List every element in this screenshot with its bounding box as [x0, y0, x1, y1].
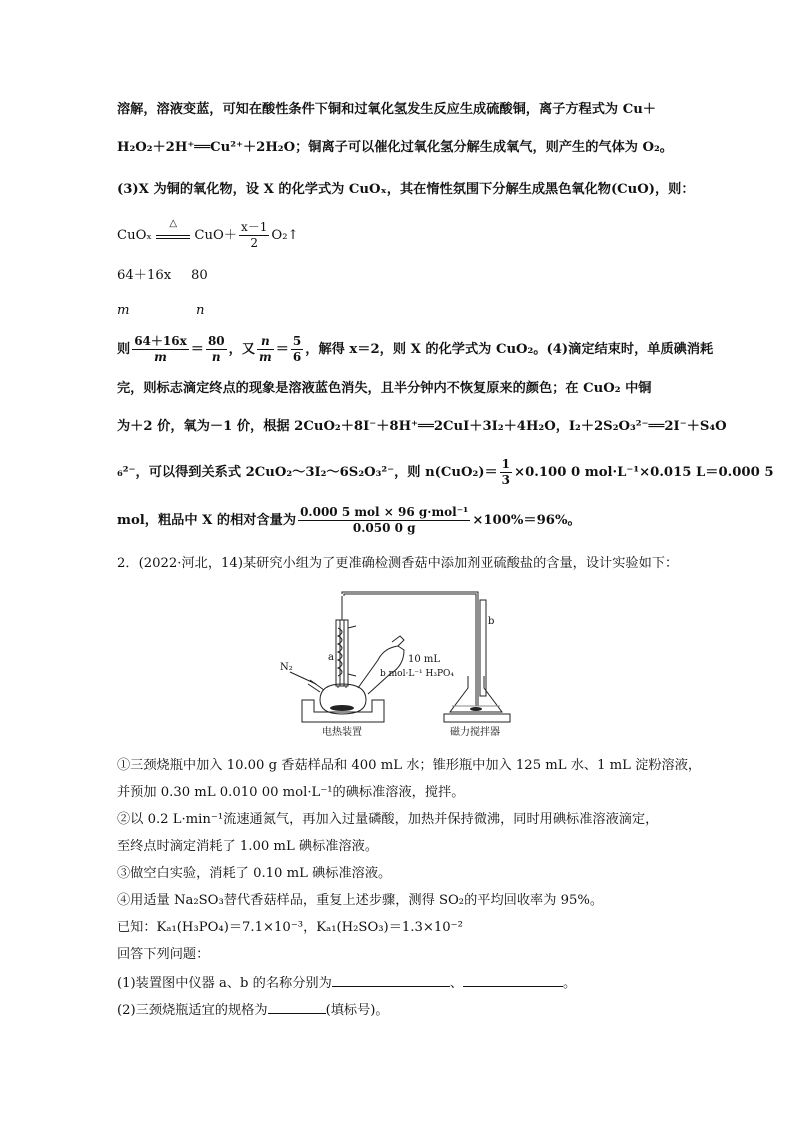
heat-condition: △ — [169, 218, 178, 229]
label-n2: N₂ — [280, 662, 293, 673]
known-constants: 已知：Kₐ₁(H₃PO₄)＝7.1×10⁻³，Kₐ₁(H₂SO₃)＝1.3×10⁻² — [117, 920, 463, 935]
label-heater: 电热装置 — [322, 727, 362, 738]
var-row-left: m — [117, 303, 130, 318]
answer-prompt: 回答下列问题： — [117, 947, 210, 962]
equation-arrow — [156, 218, 190, 239]
label-concentration: b mol·L⁻¹ H₃PO₄ — [380, 669, 455, 679]
step-1a: ①三颈烧瓶中加入 10.00 g 香菇样品和 400 mL 水；锥形瓶中加入 125 mL 水、1 mL 淀粉溶液， — [117, 758, 702, 773]
step-1b: 并预加 0.30 mL 0.010 00 mol·L⁻¹的碘标准溶液，搅拌。 — [117, 785, 465, 800]
calc-line: 则 $\frac{64+16x}{m}$ ＝ $\frac{80}{n}$ ，又 $\frac{n}{m}$ ＝ $\frac{5}{6}$ ，解得 x＝2，则 X 的化学式为 CuO₂。(4)滴定结束时，单质碘消耗 — [117, 334, 714, 364]
equation-reactant: CuOₓ — [117, 228, 152, 243]
answer-blank-b[interactable] — [463, 973, 563, 987]
mass-row-left: 64＋16x — [117, 268, 172, 283]
step-4: ④用适量 Na₂SO₃替代香菇样品，重复上述步骤，测得 SO₂的平均回收率为 95%。 — [117, 893, 604, 908]
solution-line-8: 完，则标志滴定终点的现象是溶液蓝色消失，且半分钟内不恢复原来的颜色；在 CuO₂ 中铜 — [117, 381, 652, 396]
reaction-equation — [117, 220, 299, 251]
n2-inlet — [290, 672, 316, 684]
step-2b: 至终点时滴定消耗了 1.00 mL 碘标准溶液。 — [117, 839, 379, 854]
var-row-right: n — [196, 303, 205, 318]
electric-heater — [302, 700, 384, 722]
equation-product: CuO＋ — [194, 228, 237, 243]
sub-question-2: (2)三颈烧瓶适宜的规格为 (填标号)。 — [117, 1000, 389, 1020]
burette — [480, 600, 486, 696]
solution-line-9: 为＋2 价，氧为－1 价，根据 2CuO₂＋8I⁻＋8H⁺══2CuI＋3I₂＋4H₂O，I₂＋2S₂O₃²⁻══2I⁻＋S₄O — [117, 419, 727, 434]
answer-blank-flask[interactable] — [268, 1000, 326, 1014]
solution-line-10: ₆²⁻，可以得到关系式 2CuO₂～3I₂～6S₂O₃²⁻，则 n(CuO₂)＝ $\frac{1}{3}$ ×0.100 0 mol·L⁻¹×0.015 L＝0.000 5 — [117, 457, 774, 487]
step-3: ③做空白实验，消耗了 0.10 mL 碘标准溶液。 — [117, 866, 392, 881]
sub-question-1: (1)装置图中仪器 a、b 的名称分别为 、 。 — [117, 973, 576, 993]
condenser — [336, 620, 348, 686]
solution-line-2: H₂O₂＋2H⁺══Cu²⁺＋2H₂O；铜离子可以催化过氧化氢分解生成氧气，则产生的气体为 O₂。 — [117, 140, 673, 155]
label-volume: 10 mL — [408, 654, 441, 665]
step-2a: ②以 0.2 L·min⁻¹流速通氮气，再加入过量磷酸，加热并保持微沸，同时用碘标准溶液滴定， — [117, 812, 659, 827]
label-a: a — [328, 652, 334, 663]
equation-tail: O₂↑ — [271, 228, 299, 243]
solution-line-3: (3)X 为铜的氧化物，设 X 的化学式为 CuOₓ，其在惰性氛围下分解生成黑色氧化物(CuO)，则： — [117, 182, 695, 197]
solution-line-1: 溶解，溶液变蓝，可知在酸性条件下铜和过氧化氢发生反应生成硫酸铜，离子方程式为 Cu＋ — [117, 102, 656, 117]
question-heading: 2．(2022·河北，14)某研究小组为了更准确检测香菇中添加剂亚硫酸盐的含量，设计实验如下： — [117, 556, 679, 571]
label-b: b — [488, 616, 495, 627]
answer-blank-a[interactable] — [332, 973, 450, 987]
mass-row-right: 80 — [191, 268, 208, 283]
magnetic-stirrer — [444, 714, 510, 722]
connecting-tube — [342, 592, 478, 706]
solution-line-11: mol，粗品中 X 的相对含量为 $\frac{\text{0.000 5 mol × 96 g·mol⁻¹}}{0.050 0 g}$ ×100%＝96%。 — [117, 505, 581, 535]
apparatus-figure — [280, 588, 520, 740]
label-stirrer: 磁力搅拌器 — [450, 727, 500, 738]
equation-coefficient: $\frac{x-1}{2}$ — [240, 220, 268, 250]
